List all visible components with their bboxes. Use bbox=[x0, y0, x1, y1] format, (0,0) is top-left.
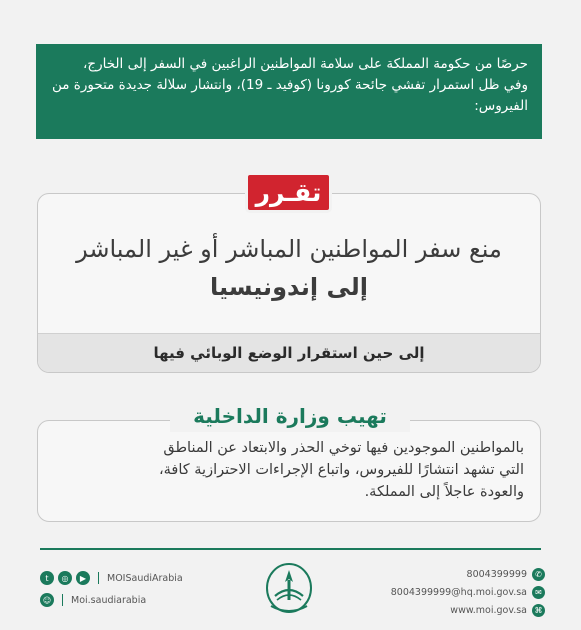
ministry-emblem bbox=[263, 562, 315, 618]
instagram-icon[interactable]: ◎ bbox=[58, 571, 72, 585]
contact-info bbox=[385, 565, 545, 619]
social-row-main bbox=[40, 569, 200, 587]
contact-web bbox=[385, 601, 545, 619]
decision-footer: إلى حين استقرار الوضع الوبائي فيها bbox=[38, 333, 540, 372]
phone-number[interactable]: 8004399999 bbox=[466, 568, 527, 580]
youtube-icon[interactable]: ▶ bbox=[76, 571, 90, 585]
email-address[interactable]: 8004399999@hq.moi.gov.sa bbox=[390, 586, 527, 598]
snapchat-icon[interactable]: ☺ bbox=[40, 593, 54, 607]
advice-heading: تهيب وزارة الداخلية bbox=[170, 400, 410, 432]
web-icon: ⌘ bbox=[532, 604, 545, 617]
decision-box bbox=[37, 193, 541, 373]
intro-line-3: الفيروس: bbox=[474, 98, 528, 114]
phone-icon: ✆ bbox=[532, 568, 545, 581]
website-url[interactable]: www.moi.gov.sa bbox=[450, 604, 527, 616]
intro-banner bbox=[36, 44, 542, 139]
snap-handle[interactable]: Moi.saudiarabia bbox=[71, 594, 147, 606]
decision-badge: تقـرر bbox=[245, 172, 332, 213]
social-separator bbox=[62, 594, 63, 606]
advice-line-3: والعودة عاجلاً إلى المملكة. bbox=[364, 484, 524, 500]
intro-line-2: وفي ظل استمرار تفشي جائحة كورونا (كوفيد ـ 19)، وانتشار سلالة جديدة متحورة من bbox=[52, 77, 528, 93]
decision-line-2: إلى إندونيسيا bbox=[210, 273, 368, 301]
intro-line-1: حرصًا من حكومة المملكة على سلامة المواطنين الراغبين في السفر إلى الخارج، bbox=[83, 56, 528, 72]
contact-email bbox=[385, 583, 545, 601]
social-separator bbox=[98, 572, 99, 584]
social-row-snap bbox=[40, 591, 200, 609]
social-links bbox=[40, 569, 200, 613]
advice-box bbox=[37, 420, 541, 522]
advice-line-2: التي تشهد انتشارًا للفيروس، واتباع الإجراءات الاحترازية كافة، bbox=[158, 462, 524, 478]
decision-line-1: منع سفر المواطنين المباشر أو غير المباشر bbox=[76, 235, 502, 263]
decision-text bbox=[38, 230, 540, 306]
twitter-icon[interactable]: t bbox=[40, 571, 54, 585]
social-handle[interactable]: MOISaudiArabia bbox=[107, 572, 183, 584]
advice-line-1: بالمواطنين الموجودين فيها توخي الحذر والابتعاد عن المناطق bbox=[163, 440, 524, 456]
footer-divider bbox=[40, 548, 541, 550]
contact-phone bbox=[385, 565, 545, 583]
email-icon: ✉ bbox=[532, 586, 545, 599]
